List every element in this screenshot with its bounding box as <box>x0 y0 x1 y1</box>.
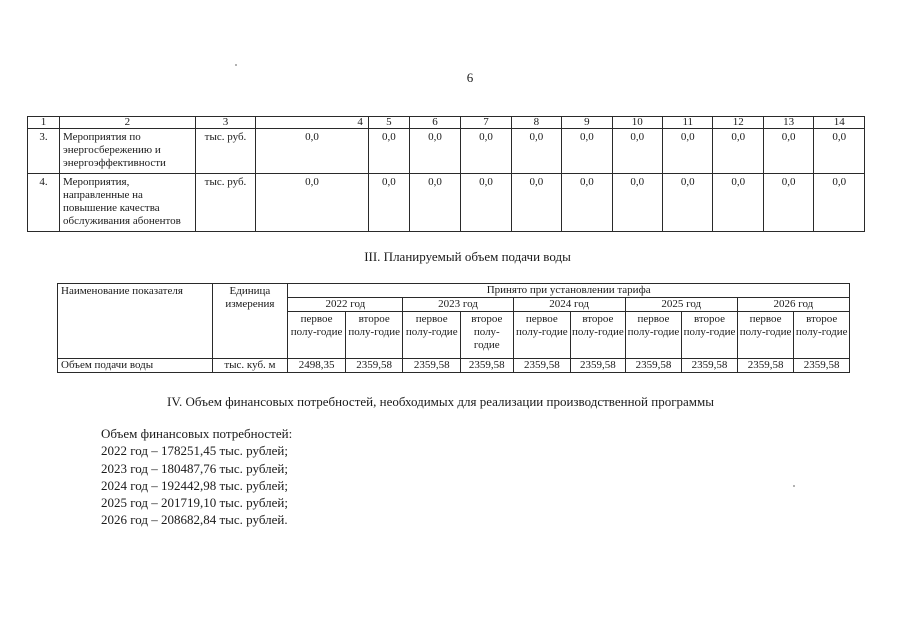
table-row <box>28 174 865 232</box>
period-first-header: первое полу-годие <box>513 312 571 359</box>
year-header: 2025 год <box>625 298 737 312</box>
unit-cell: тыс. руб. <box>195 174 255 232</box>
value-cell: 0,0 <box>256 174 369 232</box>
table-row <box>58 359 850 373</box>
value-cell: 0,0 <box>409 129 460 174</box>
indicator-unit: тыс. куб. м <box>212 359 288 373</box>
value-cell: 0,0 <box>461 129 511 174</box>
year-header: 2026 год <box>737 298 849 312</box>
value-cell: 0,0 <box>713 129 763 174</box>
value-cell: 2359,58 <box>345 359 403 373</box>
column-number: 8 <box>511 117 561 129</box>
value-cell: 0,0 <box>612 129 662 174</box>
financing-block <box>101 425 292 529</box>
period-second-header: второе полу-годие <box>682 312 738 359</box>
value-cell: 0,0 <box>763 174 813 232</box>
value-cell: 2498,35 <box>288 359 346 373</box>
period-second-header: второе полу-годие <box>461 312 514 359</box>
scan-speck <box>793 485 795 487</box>
column-number: 13 <box>763 117 813 129</box>
value-cell: 2359,58 <box>682 359 738 373</box>
financing-line: 2026 год – 208682,84 тыс. рублей. <box>101 512 288 528</box>
section-4-title: IV. Объем финансовых потребностей, необходимых для реализации производственной программы <box>167 394 714 409</box>
value-cell: 2359,58 <box>571 359 626 373</box>
unit-cell: тыс. руб. <box>195 129 255 174</box>
value-cell: 2359,58 <box>403 359 461 373</box>
period-first-header: первое полу-годие <box>288 312 346 359</box>
column-number: 6 <box>409 117 460 129</box>
measure-name: Мероприятия, направленные на повышение качества обслуживания абонентов <box>60 174 196 232</box>
year-header: 2023 год <box>403 298 513 312</box>
period-first-header: первое полу-годие <box>737 312 794 359</box>
period-first-header: первое полу-годие <box>403 312 461 359</box>
value-cell: 0,0 <box>763 129 813 174</box>
value-cell: 0,0 <box>814 174 865 232</box>
value-cell: 0,0 <box>409 174 460 232</box>
financing-line: 2023 год – 180487,76 тыс. рублей; <box>101 460 288 476</box>
unit-header: Единица измерения <box>212 284 288 359</box>
column-number: 9 <box>562 117 612 129</box>
value-cell: 2359,58 <box>461 359 514 373</box>
scan-speck <box>235 64 237 66</box>
year-header: 2022 год <box>288 298 403 312</box>
column-number: 5 <box>368 117 409 129</box>
value-cell: 0,0 <box>368 129 409 174</box>
column-number: 3 <box>195 117 255 129</box>
value-cell: 0,0 <box>663 174 713 232</box>
value-cell: 0,0 <box>713 174 763 232</box>
value-cell: 0,0 <box>368 174 409 232</box>
value-cell: 0,0 <box>562 129 612 174</box>
water-supply-table <box>57 283 850 373</box>
value-cell: 0,0 <box>663 129 713 174</box>
row-number: 4. <box>28 174 60 232</box>
value-cell: 0,0 <box>461 174 511 232</box>
column-number: 11 <box>663 117 713 129</box>
column-number: 7 <box>461 117 511 129</box>
value-cell: 2359,58 <box>625 359 682 373</box>
financing-line: 2025 год – 201719,10 тыс. рублей; <box>101 495 288 511</box>
column-number: 1 <box>28 117 60 129</box>
column-number: 2 <box>60 117 196 129</box>
measure-name: Мероприятия по энергосбережению и энергоэффективности <box>60 129 196 174</box>
page-number: 6 <box>466 70 474 85</box>
value-cell: 0,0 <box>511 129 561 174</box>
table-row <box>28 129 865 174</box>
period-second-header: второе полу-годие <box>794 312 850 359</box>
financing-heading: Объем финансовых потребностей: <box>101 426 293 441</box>
value-cell: 2359,58 <box>737 359 794 373</box>
column-number: 10 <box>612 117 662 129</box>
financing-line: 2022 год – 178251,45 тыс. рублей; <box>101 443 288 459</box>
column-number: 14 <box>814 117 865 129</box>
value-cell: 0,0 <box>612 174 662 232</box>
value-cell: 0,0 <box>562 174 612 232</box>
column-number: 12 <box>713 117 763 129</box>
value-cell: 2359,58 <box>513 359 571 373</box>
value-cell: 0,0 <box>814 129 865 174</box>
year-header: 2024 год <box>513 298 625 312</box>
row-number: 3. <box>28 129 60 174</box>
value-cell: 0,0 <box>511 174 561 232</box>
value-cell: 2359,58 <box>794 359 850 373</box>
indicator-name-header: Наименование показателя <box>58 284 213 359</box>
section-3-title: III. Планируемый объем подачи воды <box>364 249 571 264</box>
indicator-name: Объем подачи воды <box>58 359 213 373</box>
financing-line: 2024 год – 192442,98 тыс. рублей; <box>101 477 288 493</box>
measures-table <box>27 116 865 232</box>
measures-table-header-row <box>28 117 865 129</box>
accepted-tariff-header: Принято при установлении тарифа <box>288 284 850 298</box>
period-first-header: первое полу-годие <box>625 312 682 359</box>
column-number: 4 <box>256 117 369 129</box>
value-cell: 0,0 <box>256 129 369 174</box>
period-second-header: второе полу-годие <box>345 312 403 359</box>
period-second-header: второе полу-годие <box>571 312 626 359</box>
